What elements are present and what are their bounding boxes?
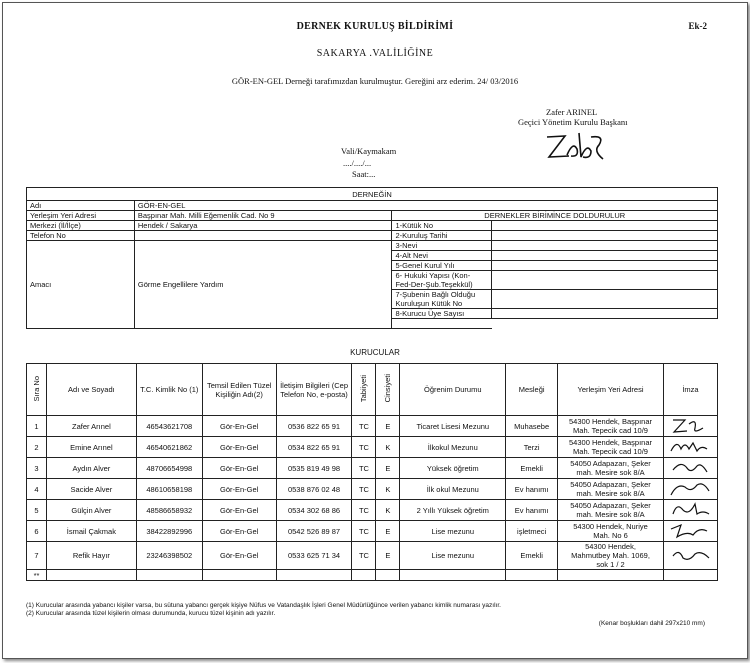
association-section-title: DERNEĞİN xyxy=(27,188,718,201)
founder-name: Aydın Alver xyxy=(46,458,136,479)
signer-name: Zafer ARINEL xyxy=(546,107,598,117)
founder-signature xyxy=(663,458,717,479)
column-header: Öğrenim Durumu xyxy=(400,364,506,416)
founder-signature xyxy=(663,437,717,458)
office-field: 1-Kütük No xyxy=(392,221,492,231)
founder-address: 54300 Hendek, Nuriye Mah. No 6 xyxy=(558,521,664,542)
founder-nat: TC xyxy=(352,521,376,542)
signature-scribble xyxy=(667,546,713,564)
founder-edu: Yüksek öğretim xyxy=(400,458,506,479)
value-phone xyxy=(134,231,392,241)
office-field: 7-Şubenin Bağlı Olduğu Kuruluşun Kütük No xyxy=(392,290,492,309)
founder-name: Emine Arınel xyxy=(46,437,136,458)
label-phone: Telefon No xyxy=(27,231,135,241)
founder-phone: 0535 819 49 98 xyxy=(276,458,352,479)
founder-sex: E xyxy=(376,416,400,437)
founder-signature xyxy=(663,479,717,500)
founder-no: 4 xyxy=(27,479,47,500)
founder-entity: Gör-En-Gel xyxy=(202,500,276,521)
office-field: 5-Genel Kurul Yılı xyxy=(392,261,492,271)
founder-tc: 48586658932 xyxy=(136,500,202,521)
founder-tc: 48706654998 xyxy=(136,458,202,479)
office-field: 8-Kurucu Üye Sayısı xyxy=(392,309,492,319)
label-purpose: Amacı xyxy=(27,241,135,329)
founder-entity: Gör-En-Gel xyxy=(202,416,276,437)
founder-tc: 38422892996 xyxy=(136,521,202,542)
value-purpose: Görme Engellilere Yardım xyxy=(134,241,392,329)
document-title: DERNEK KURULUŞ BİLDİRİMİ xyxy=(296,21,454,32)
founder-sex: K xyxy=(376,437,400,458)
founder-phone: 0533 625 71 34 xyxy=(276,542,352,570)
founder-entity: Gör-En-Gel xyxy=(202,479,276,500)
founder-no: 5 xyxy=(27,500,47,521)
founder-signature xyxy=(663,416,717,437)
founder-row xyxy=(27,521,718,542)
founder-no: 2 xyxy=(27,437,47,458)
founder-signature xyxy=(663,521,717,542)
founder-job: Muhasebe xyxy=(506,416,558,437)
founder-address: 54050 Adapazarı, Şeker mah. Mesire sok 8/A xyxy=(558,500,664,521)
founder-nat: TC xyxy=(352,416,376,437)
founder-row xyxy=(27,458,718,479)
founder-edu: İlk okul Mezunu xyxy=(400,479,506,500)
founder-phone: 0542 526 89 87 xyxy=(276,521,352,542)
governor-date: ..../..../... xyxy=(343,158,372,168)
value-address: Başpınar Mah. Milli Eğemenlik Cad. No 9 xyxy=(134,211,392,221)
signature-scribble xyxy=(667,500,713,518)
founder-tc: 48610658198 xyxy=(136,479,202,500)
column-header: Sıra No xyxy=(27,364,47,416)
founder-sex: E xyxy=(376,542,400,570)
founder-sex: E xyxy=(376,458,400,479)
signature-scribble xyxy=(667,437,713,455)
founder-entity: Gör-En-Gel xyxy=(202,521,276,542)
founder-name: Gülçin Alver xyxy=(46,500,136,521)
founder-signature xyxy=(663,542,717,570)
founder-nat: TC xyxy=(352,500,376,521)
office-field: 6- Hukuki Yapısı (Kon- Fed-Der-Şub.Teşekkül) xyxy=(392,271,492,290)
office-section-title: DERNEKLER BİRİMİNCE DOLDURULUR xyxy=(392,211,718,221)
office-field: 2-Kuruluş Tarihi xyxy=(392,231,492,241)
label-name: Adı xyxy=(27,201,135,211)
founder-nat: TC xyxy=(352,437,376,458)
document-page xyxy=(2,2,748,659)
founder-tc: 23246398502 xyxy=(136,542,202,570)
signature-scribble xyxy=(667,479,713,497)
founder-job: Emekli xyxy=(506,458,558,479)
association-table xyxy=(26,187,718,329)
founders-section-title: KURUCULAR xyxy=(350,348,400,357)
founder-edu: Ticaret Lisesi Mezunu xyxy=(400,416,506,437)
founder-name: Refik Hayır xyxy=(46,542,136,570)
founder-row xyxy=(27,437,718,458)
founder-name: Sacide Alver xyxy=(46,479,136,500)
founder-phone: 0538 876 02 48 xyxy=(276,479,352,500)
signature-scribble xyxy=(667,521,713,539)
founder-entity: Gör-En-Gel xyxy=(202,437,276,458)
annex-label: Ek-2 xyxy=(688,21,707,31)
founder-nat: TC xyxy=(352,479,376,500)
founder-name: İsmail Çakmak xyxy=(46,521,136,542)
founder-no: 3 xyxy=(27,458,47,479)
founder-edu: Lise mezunu xyxy=(400,521,506,542)
signature-scribble xyxy=(667,416,713,434)
founder-tc: 46540621862 xyxy=(136,437,202,458)
founder-address: 54300 Hendek, Başpınar Mah. Tepecik cad 10/9 xyxy=(558,416,664,437)
founder-job: işletmeci xyxy=(506,521,558,542)
founder-edu: 2 Yıllı Yüksek öğretim xyxy=(400,500,506,521)
column-header: İletişim Bilgileri (Cep Telefon No, e-posta) xyxy=(276,364,352,416)
founder-edu: İlkokul Mezunu xyxy=(400,437,506,458)
footnote-2: (2) Kurucular arasında tüzel kişilerin olması durumunda, kurucu tüzel kişinin adı yazılır. xyxy=(26,610,276,617)
founder-no: 6 xyxy=(27,521,47,542)
founder-address: 54050 Adapazarı, Şeker mah. Mesire sok 8/A xyxy=(558,479,664,500)
founder-phone: 0536 822 65 91 xyxy=(276,416,352,437)
founder-job: Ev hanımı xyxy=(506,479,558,500)
founder-no: 7 xyxy=(27,542,47,570)
founders-table xyxy=(26,363,718,581)
founder-entity: Gör-En-Gel xyxy=(202,542,276,570)
signer-role: Geçici Yönetim Kurulu Başkanı xyxy=(518,117,628,127)
president-signature xyxy=(543,129,609,163)
governor-time: Saat:... xyxy=(352,169,376,179)
founder-edu: Lise mezunu xyxy=(400,542,506,570)
value-center: Hendek / Sakarya xyxy=(134,221,392,231)
founder-no: 1 xyxy=(27,416,47,437)
founder-phone: 0534 302 68 86 xyxy=(276,500,352,521)
founder-entity: Gör-En-Gel xyxy=(202,458,276,479)
founder-job: Emekli xyxy=(506,542,558,570)
founder-sex: E xyxy=(376,521,400,542)
column-header: T.C. Kimlik No (1) xyxy=(136,364,202,416)
declaration-text: GÖR-EN-GEL Derneği tarafımızdan kurulmuştur. Gereğini arz ederim. 24/ 03/2016 xyxy=(231,76,519,86)
founder-nat: TC xyxy=(352,458,376,479)
column-header: Cinsiyeti xyxy=(376,364,400,416)
founder-address: 54300 Hendek, Başpınar Mah. Tepecik cad 10/9 xyxy=(558,437,664,458)
founder-signature xyxy=(663,500,717,521)
office-field: 3-Nevi xyxy=(392,241,492,251)
column-header: Adı ve Soyadı xyxy=(46,364,136,416)
value-name: GÖR-EN-GEL xyxy=(134,201,717,211)
authority-heading: SAKARYA .VALİLİĞİNE xyxy=(316,48,434,59)
founder-job: Terzi xyxy=(506,437,558,458)
column-header: Mesleği xyxy=(506,364,558,416)
column-header: İmza xyxy=(663,364,717,416)
founder-row xyxy=(27,479,718,500)
founder-job: Ev hanımı xyxy=(506,500,558,521)
governor-label: Vali/Kaymakam xyxy=(341,146,397,156)
founder-sex: K xyxy=(376,479,400,500)
founder-address: 54300 Hendek, Mahmutbey Mah. 1069, sok 1 / 2 xyxy=(558,542,664,570)
founder-address: 54050 Adapazarı, Şeker mah. Mesire sok 8/A xyxy=(558,458,664,479)
margin-note: (Kenar boşlukları dahil 297x210 mm) xyxy=(598,620,705,627)
column-header: Yerleşim Yeri Adresi xyxy=(558,364,664,416)
founder-phone: 0534 822 65 91 xyxy=(276,437,352,458)
footnote-1: (1) Kurucular arasında yabancı kişiler varsa, bu sütuna yabancı gerçek kişiye Nüfus ve Vatandaşlık İşleri Genel Müdürlüğünce verilen yabancı kimlik numarası yazılır. xyxy=(26,602,501,609)
founder-row xyxy=(27,500,718,521)
label-address: Yerleşim Yeri Adresi xyxy=(27,211,135,221)
founder-tc: 46543621708 xyxy=(136,416,202,437)
signature-scribble xyxy=(667,458,713,476)
column-header: Temsil Edilen Tüzel Kişiliğin Adı(2) xyxy=(202,364,276,416)
founder-row xyxy=(27,416,718,437)
founder-nat: TC xyxy=(352,542,376,570)
office-field: 4-Alt Nevi xyxy=(392,251,492,261)
founder-row xyxy=(27,542,718,570)
founder-sex: K xyxy=(376,500,400,521)
column-header: Tabiiyeti xyxy=(352,364,376,416)
founder-name: Zafer Arınel xyxy=(46,416,136,437)
last-row-mark: ** xyxy=(27,570,47,581)
label-center: Merkezi (İl/İlçe) xyxy=(27,221,135,231)
